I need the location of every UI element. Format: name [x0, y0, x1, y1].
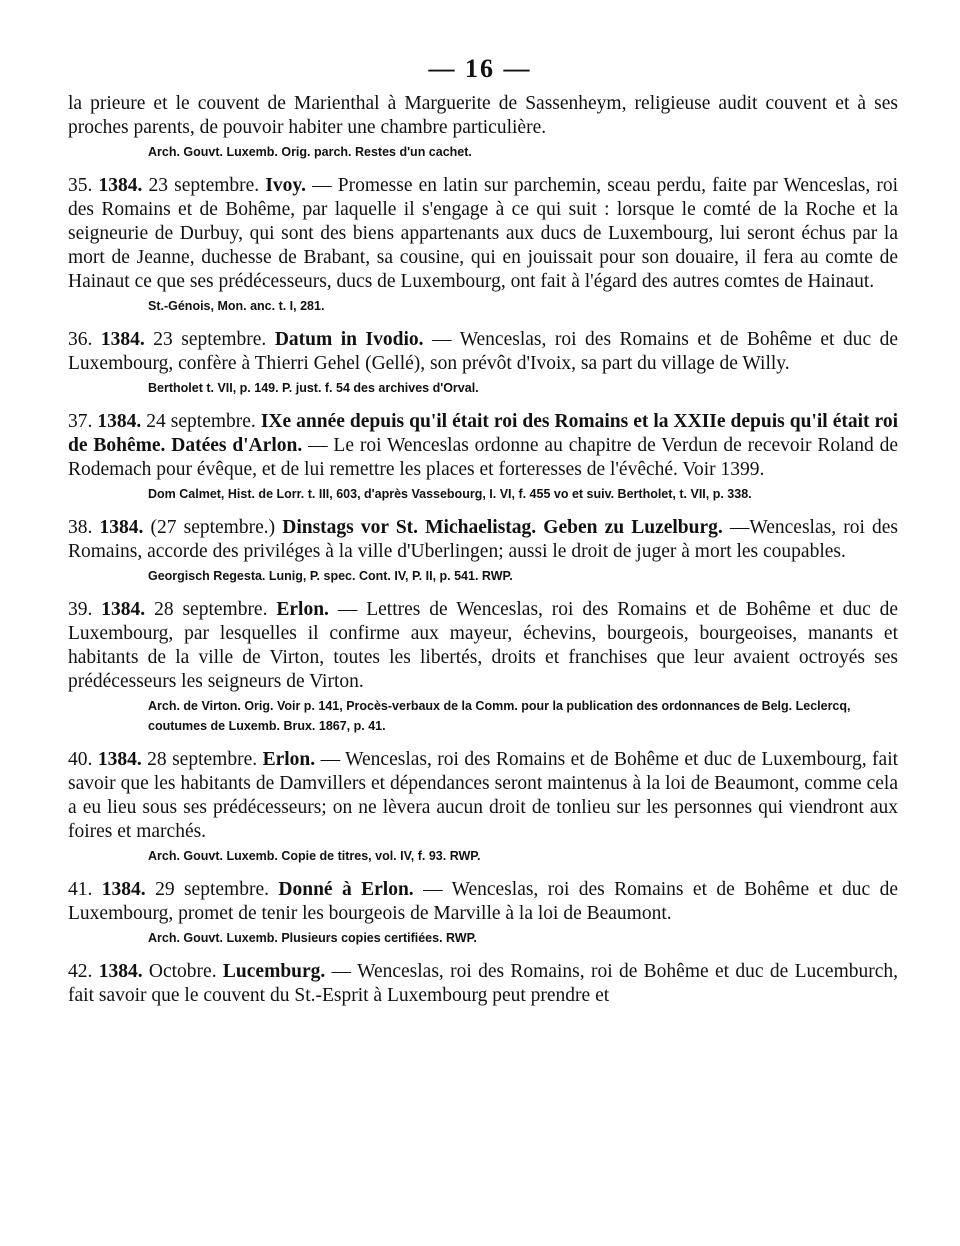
entry-text: — Le roi Wenceslas ordonne au chapitre de Verdun de recevoir Roland de Rodemach pour évêque, et de lui remettre les places et forteresses de l'évêché. Voir 1399.	[68, 435, 898, 480]
entry-text: — Wenceslas, roi des Romains et de Bohême et duc de Luxembourg, confère à Thierri Gehel (Gellé), son prévôt d'Ivoix, sa part du village de Willy.	[68, 329, 899, 374]
entry-text: — Wenceslas, roi des Romains et de Bohême et duc de Luxembourg, promet de tenir les bourgeois de Marville à la loi de Beaumont.	[68, 879, 899, 924]
entry-date: (27 septembre.)	[150, 517, 276, 538]
entries-list	[68, 174, 898, 1008]
entry-year: 1384.	[97, 749, 142, 770]
entry-36	[68, 328, 898, 376]
entry-number: 37.	[68, 411, 93, 432]
entry-42	[68, 960, 898, 1008]
entry-source: Dom Calmet, Hist. de Lorr. t. III, 603, d'après Vassebourg, I. VI, f. 455 vo et suiv. Bertholet, t. VII, p. 338.	[148, 487, 752, 501]
entry-text: —Wenceslas, roi des Romains, accorde des priviléges à la ville d'Uberlingen; aussi le droit de juger à mort les coupables.	[68, 517, 898, 562]
entry-year: 1384.	[101, 599, 146, 620]
entry-text: — Wenceslas, roi des Romains et de Bohême et duc de Luxembourg, fait savoir que les habitants de Damvillers et dépendances seront maintenus à la loi de Beaumont, comme cela a eu lieu sous ses prédécesseurs; on ne lèvera aucun droit de tonlieu sur les personnes qui viendront aux foires et marchés.	[68, 749, 899, 842]
entry-35	[68, 174, 898, 294]
entry-text: — Wenceslas, roi des Romains, roi de Bohême et duc de Lucemburch, fait savoir que le couvent du St.-Esprit à Luxembourg peut prendre et	[68, 961, 899, 1006]
entry-place: Dinstags vor St. Michaelistag. Geben zu Luzelburg.	[282, 517, 723, 538]
entry-date: 28 septembre.	[147, 749, 258, 770]
entry-date: 28 septembre.	[154, 599, 268, 620]
entry-source: Arch. Gouvt. Luxemb. Copie de titres, vol. IV, f. 93. RWP.	[148, 849, 481, 863]
intro-paragraph: la prieure et le couvent de Marienthal à Marguerite de Sassenheym, religieuse audit couvent et à ses proches parents, de pouvoir habiter une chambre particulière.	[68, 93, 898, 138]
entry-place: Lucemburg.	[222, 961, 326, 982]
entry-year: 1384.	[99, 517, 144, 538]
entry-number: 42.	[68, 961, 93, 982]
entry-37	[68, 410, 898, 482]
entry-date: 23 septembre.	[148, 175, 260, 196]
entry-date: Octobre.	[148, 961, 217, 982]
entry-41	[68, 878, 898, 926]
entry-place: Ivoy.	[265, 175, 306, 196]
entry-place: Datum in Ivodio.	[274, 329, 424, 350]
entry-place: Erlon.	[262, 749, 316, 770]
entry-40	[68, 748, 898, 844]
entry-number: 41.	[68, 879, 93, 900]
entry-year: 1384.	[98, 175, 143, 196]
entry-source: Georgisch Regesta. Lunig, P. spec. Cont. IV, P. II, p. 541. RWP.	[148, 569, 513, 583]
entry-source: Arch. Gouvt. Luxemb. Plusieurs copies certifiées. RWP.	[148, 931, 477, 945]
entry-date: 23 septembre.	[153, 329, 267, 350]
entry-date: 29 septembre.	[155, 879, 269, 900]
entry-source: Bertholet t. VII, p. 149. P. just. f. 54 des archives d'Orval.	[148, 381, 479, 395]
entry-year: 1384.	[97, 411, 142, 432]
entry-text: — Promesse en latin sur parchemin, sceau perdu, faite par Wenceslas, roi des Romains et de Bohême, par laquelle il s'engage à ce qui suit : lorsque le comté de la Roche et la seigneurie de Durbuy, qui sont des biens appartenants aux ducs de Luxembourg, lui seront échus par la mort de Jeanne, duchesse de Brabant, sa cousine, qui en jouissait pour son douaire, il fera au comte de Hainaut ce que ses prédécesseurs, ducs de Luxembourg, ont fait à l'égard des autres comtes de Hainaut.	[68, 175, 899, 292]
entry-year: 1384.	[98, 961, 143, 982]
entry-place: Donné à Erlon.	[278, 879, 414, 900]
entry-number: 38.	[68, 517, 93, 538]
entry-place: Erlon.	[276, 599, 329, 620]
entry-source: Arch. de Virton. Orig. Voir p. 141, Procès-verbaux de la Comm. pour la publication des ordonnances de Belg. Leclercq, coutumes de Luxemb. Brux. 1867, p. 41.	[148, 699, 851, 733]
intro-source: Arch. Gouvt. Luxemb. Orig. parch. Restes d'un cachet.	[148, 145, 472, 159]
entry-number: 36.	[68, 329, 93, 350]
entry-39	[68, 598, 898, 694]
entry-number: 40.	[68, 749, 93, 770]
entry-number: 39.	[68, 599, 93, 620]
entry-number: 35.	[68, 175, 93, 196]
entry-year: 1384.	[101, 879, 146, 900]
text-column	[68, 92, 898, 1008]
entry-source: St.-Génois, Mon. anc. t. I, 281.	[148, 299, 325, 313]
entry-place: IXe année depuis qu'il était roi des Romains et la XXIIe depuis qu'il était roi de Bohême. Datées d'Arlon.	[68, 411, 899, 456]
entry-date: 24 septembre.	[146, 411, 256, 432]
entry-38	[68, 516, 898, 564]
entry-year: 1384.	[100, 329, 145, 350]
entry-text: — Lettres de Wenceslas, roi des Romains et de Bohême et duc de Luxembourg, par lesquelles il confirme aux mayeur, échevins, bourgeois, bourgeoises, manants et habitants de la ville de Virton, toutes les libertés, droits et franchises que leur avaient octroyés ses prédécesseurs les seigneurs de Virton.	[68, 599, 899, 692]
page-number: — 16 —	[428, 54, 532, 83]
